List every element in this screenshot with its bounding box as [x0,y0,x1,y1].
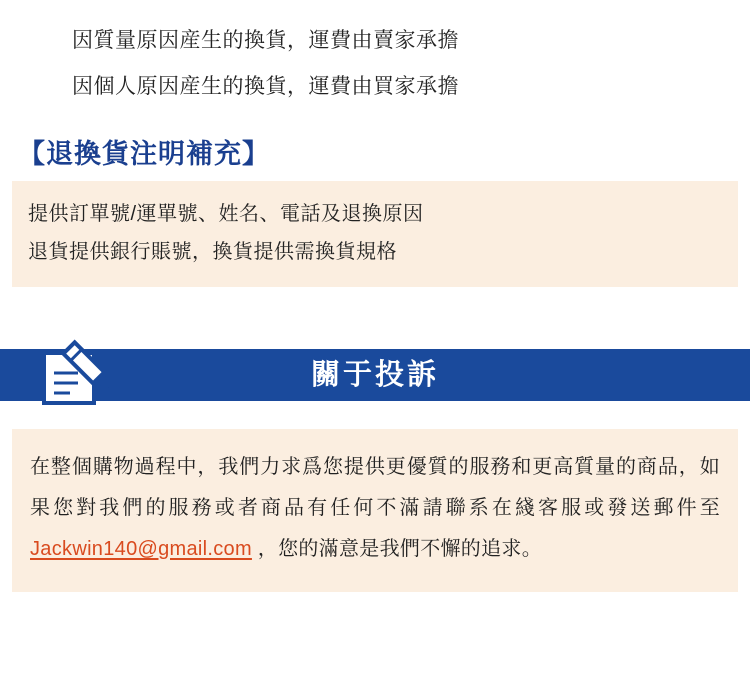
footer-box [12,429,738,592]
complaint-banner [0,339,750,409]
footer-text-after-email: ，您的滿意是我們不懈的追求。 [251,538,542,560]
note-box [12,181,738,287]
note-line: 提供訂單號/運單號、姓名、電話及退換原因 [28,203,424,225]
banner-title: 關于投訴 [310,359,439,391]
support-email-link[interactable]: Jackwin140@gmail.com [30,538,252,560]
policy-line: 因個人原因産生的換貨，運費由買家承擔 [72,75,459,98]
policy-line: 因質量原因産生的換貨，運費由賣家承擔 [72,29,459,52]
policy-lines [0,0,750,110]
pencil-write-icon [38,339,116,411]
note-line: 退貨提供銀行賬號，換貨提供需換貨規格 [28,241,397,263]
footer-text-before-email: 在整個購物過程中，我們力求爲您提供更優質的服務和更高質量的商品，如果您對我們的服務或者商品有任何不滿請聯系在綫客服或發送郵件至 [30,456,720,519]
note-section-heading: 【退換貨注明補充】 [18,139,270,169]
footer-paragraph [30,447,720,570]
